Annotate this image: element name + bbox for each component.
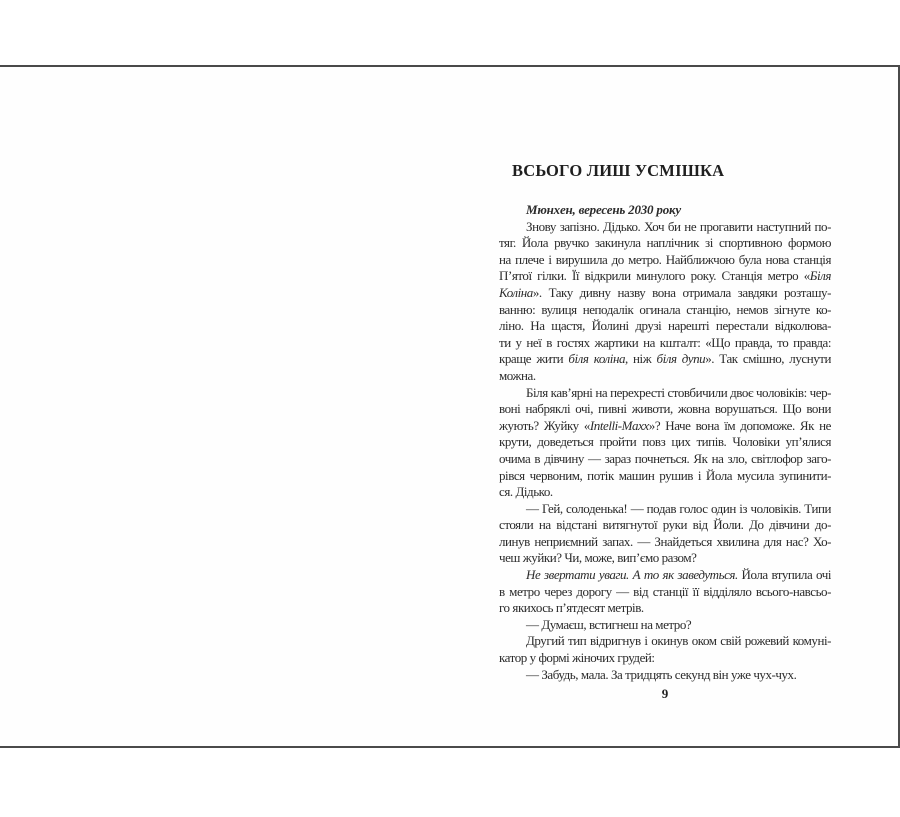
text-line: ліно. На щастя, Йолині друзі нарешті перестали відколюва- <box>499 318 831 334</box>
text-line: ся. Дідько. <box>499 484 553 500</box>
text-line: П’ятої гілки. Її відкрили минулого року. Станція метро «Біля <box>499 268 831 284</box>
paragraph <box>499 219 831 385</box>
text-line: Не звертати уваги. А то як заведуться. Йола втупила очі <box>526 567 831 583</box>
text-line: на плече і вирушила до метро. Найближчою була нова станція <box>499 251 831 267</box>
text-line: краще жити біля коліна, ніж біля дупи». Так смішно, луснути <box>499 351 831 367</box>
text-column <box>499 161 831 703</box>
text-line: Біля кав’ярні на перехресті стовбичили двоє чоловіків: чер- <box>526 384 831 400</box>
text-line: тяг. Йола рвучко закинула наплічник зі спортивною формою <box>499 235 831 251</box>
book-page-scan-frame <box>0 65 900 748</box>
text-line: катор у формі жіночих грудей: <box>499 650 655 666</box>
chapter-title: ВСЬОГО ЛИШ УСМІШКА <box>512 161 725 180</box>
dateline: Мюнхен, вересень 2030 року <box>526 202 681 217</box>
text-line: Знову запізно. Дідько. Хоч би не прогавити наступний по- <box>526 218 831 234</box>
text-line: в метро через дорогу — від станції її відділяло всього-навсьо- <box>499 583 831 599</box>
text-line: рівся червоним, потік машин рушив і Йола мусила зупинити- <box>499 467 831 483</box>
text-line: — Думаєш, встигнеш на метро? <box>526 616 692 632</box>
paragraph <box>499 667 831 684</box>
text-line: чеш жуйки? Чи, може, вип’ємо разом? <box>499 550 697 566</box>
text-line: — Гей, солоденька! — подав голос один із чоловіків. Типи <box>526 500 831 516</box>
text-line: го якихось п’ятдесят метрів. <box>499 600 644 616</box>
text-line: ти у неї в гостях жартики на кшталт: «Що правда, то правда: <box>499 334 831 350</box>
text-line: — Забудь, мала. За тридцять секунд він уже чух-чух. <box>526 666 797 682</box>
text-line: ванню: вулиця неподалік огинала станцію, немов зігнуте ко- <box>499 301 831 317</box>
paragraph <box>499 633 831 666</box>
body-paragraphs <box>499 219 831 684</box>
paragraph <box>499 501 831 567</box>
text-line: можна. <box>499 367 536 383</box>
text-line: жують? Жуйку «Intelli-Maxx»? Наче вона їм допоможе. Як не <box>499 417 831 433</box>
paragraph <box>499 385 831 501</box>
page-number: 9 <box>661 686 669 702</box>
paragraph <box>499 617 831 634</box>
text-line: воні набряклі очі, пивні животи, жовна ворушаться. Що вони <box>499 401 831 417</box>
text-line: крути, доведеться пройти повз цих типів. Чоловіки уп’ялися <box>499 434 831 450</box>
text-line: Коліна». Таку дивну назву вона отримала завдяки розташу- <box>499 284 831 300</box>
text-line: линув неприємний запах. — Знайдеться хвилина для нас? Хо- <box>499 533 831 549</box>
blank-left-page <box>0 67 470 746</box>
text-line: очима в дівчину — зараз почнеться. Як на зло, світлофор заго- <box>499 450 831 466</box>
paragraph <box>499 567 831 617</box>
text-line: стояли на відстані витягнутої руки від Йоли. До дівчини до- <box>499 517 831 533</box>
text-line: Другий тип відригнув і окинув оком свій рожевий комуні- <box>526 633 831 649</box>
